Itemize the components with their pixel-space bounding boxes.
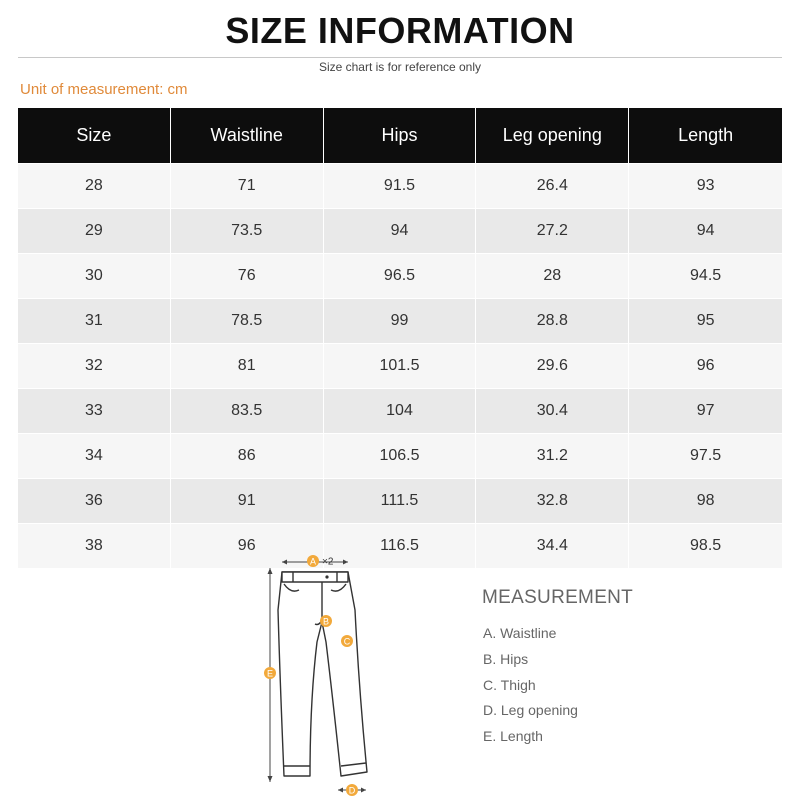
table-cell: 93 bbox=[629, 163, 782, 208]
pants-icon bbox=[278, 572, 367, 776]
table-cell: 96 bbox=[629, 343, 782, 388]
table-cell: 34 bbox=[18, 433, 171, 478]
pants-measurement-diagram bbox=[255, 550, 385, 798]
table-row bbox=[18, 433, 782, 478]
legend-item-leg-opening: D. Leg opening bbox=[483, 702, 578, 719]
marker-b-letter: B bbox=[322, 616, 330, 627]
table-cell: 81 bbox=[171, 343, 324, 388]
table-row bbox=[18, 163, 782, 208]
column-header-waistline: Waistline bbox=[171, 108, 324, 163]
legend-item-waistline: A. Waistline bbox=[483, 625, 557, 641]
table-cell: 28 bbox=[18, 163, 171, 208]
reference-note: Size chart is for reference only bbox=[318, 60, 482, 74]
table-cell: 76 bbox=[171, 253, 324, 298]
marker-e bbox=[264, 667, 276, 679]
marker-a bbox=[307, 555, 334, 568]
table-cell: 29 bbox=[18, 208, 171, 253]
marker-a-multiplier: ×2 bbox=[322, 556, 334, 568]
legend-item-length: E. Length bbox=[483, 728, 543, 745]
table-cell: 94.5 bbox=[629, 253, 782, 298]
table-cell: 97 bbox=[629, 388, 782, 433]
table-row bbox=[18, 253, 782, 298]
table-cell: 33 bbox=[18, 388, 171, 433]
column-header-size: Size bbox=[18, 108, 171, 163]
marker-a-letter: A bbox=[309, 556, 317, 567]
table-cell: 98.5 bbox=[629, 523, 782, 568]
marker-d-letter: D bbox=[348, 785, 356, 796]
marker-d bbox=[346, 784, 358, 796]
table-cell: 94 bbox=[324, 208, 477, 253]
table-cell: 36 bbox=[18, 478, 171, 523]
table-cell: 30.4 bbox=[476, 388, 629, 433]
table-cell: 86 bbox=[171, 433, 324, 478]
table-cell: 104 bbox=[324, 388, 477, 433]
column-header-leg-opening: Leg opening bbox=[476, 108, 629, 163]
table-cell: 28 bbox=[476, 253, 629, 298]
table-cell: 97.5 bbox=[629, 433, 782, 478]
table-cell: 91 bbox=[171, 478, 324, 523]
table-cell: 26.4 bbox=[476, 163, 629, 208]
marker-e-letter: E bbox=[266, 668, 274, 679]
marker-c bbox=[341, 635, 353, 647]
table-cell: 106.5 bbox=[324, 433, 477, 478]
table-cell: 28.8 bbox=[476, 298, 629, 343]
table-cell: 32 bbox=[18, 343, 171, 388]
table-cell: 83.5 bbox=[171, 388, 324, 433]
measurement-legend bbox=[483, 624, 578, 753]
table-cell: 31 bbox=[18, 298, 171, 343]
marker-c-letter: C bbox=[343, 636, 351, 647]
table-cell: 38 bbox=[18, 523, 171, 568]
table-row bbox=[18, 343, 782, 388]
column-header-length: Length bbox=[629, 108, 782, 163]
table-cell: 73.5 bbox=[171, 208, 324, 253]
legend-item-hips: B. Hips bbox=[483, 650, 529, 667]
table-cell: 96 bbox=[171, 523, 324, 568]
marker-b bbox=[320, 615, 332, 627]
table-cell: 96.5 bbox=[324, 253, 477, 298]
table-cell: 94 bbox=[629, 208, 782, 253]
table-row bbox=[18, 523, 782, 568]
table-row bbox=[18, 208, 782, 253]
table-cell: 34.4 bbox=[476, 523, 629, 568]
table-cell: 32.8 bbox=[476, 478, 629, 523]
measurement-heading: MEASUREMENT bbox=[482, 587, 634, 608]
table-cell: 99 bbox=[324, 298, 477, 343]
table-cell: 91.5 bbox=[324, 163, 477, 208]
unit-label: Unit of measurement: cm bbox=[20, 81, 188, 98]
table-cell: 78.5 bbox=[171, 298, 324, 343]
table-cell: 111.5 bbox=[324, 478, 477, 523]
title-divider bbox=[18, 57, 782, 58]
column-header-hips: Hips bbox=[324, 108, 477, 163]
table-header-row bbox=[18, 108, 782, 163]
table-row bbox=[18, 298, 782, 343]
table-cell: 116.5 bbox=[324, 523, 477, 568]
table-cell: 98 bbox=[629, 478, 782, 523]
table-cell: 30 bbox=[18, 253, 171, 298]
table-row bbox=[18, 388, 782, 433]
table-cell: 101.5 bbox=[324, 343, 477, 388]
size-table bbox=[18, 108, 782, 568]
table-cell: 27.2 bbox=[476, 208, 629, 253]
table-cell: 71 bbox=[171, 163, 324, 208]
legend-item-thigh: C. Thigh bbox=[483, 676, 536, 693]
table-cell: 95 bbox=[629, 298, 782, 343]
table-cell: 29.6 bbox=[476, 343, 629, 388]
page-title: SIZE INFORMATION bbox=[225, 10, 575, 51]
table-row bbox=[18, 478, 782, 523]
table-cell: 31.2 bbox=[476, 433, 629, 478]
